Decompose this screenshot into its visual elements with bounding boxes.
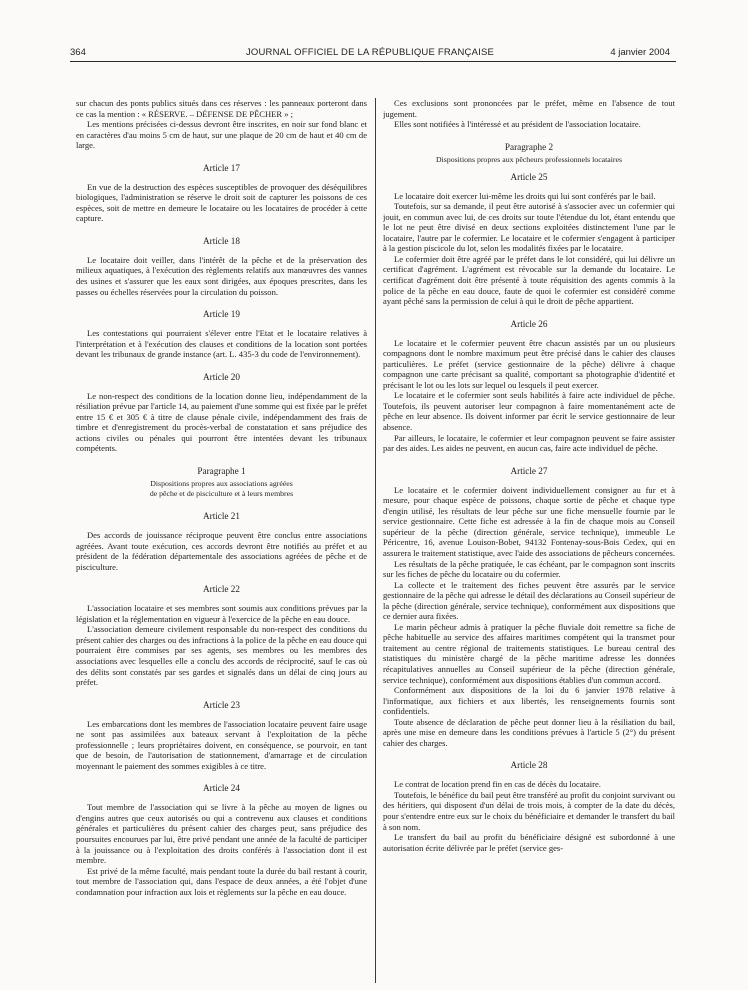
paragraph: L'association demeure civilement responsable du non-respect des conditions du présent cahier des charges ou des infractions à la police de la pêche en eau douce qui pourraient être commises par ses agents, ses membres ou les membres des associations avec lesquelles elle a conclu des accords de réciprocité, sauf le cas où des délits sont constatés par ses gardes et signalés dans un délai de cinq jours au préfet. [76,624,367,688]
paragraph: Le contrat de location prend fin en cas de décès du locataire. [394,779,601,790]
paragraph: Elles sont notifiées à l'intéressé et au président de l'association locataire. [394,119,641,130]
article-heading: Article 22 [203,584,240,595]
paragraph: Des accords de jouissance réciproque peuvent être conclus entre associations agréées. Avant toute exécution, ces accords devront être notifiés au préfet et au président de la fédération départementale des associations agréées de pêche et de pisciculture. [76,530,367,572]
paragraph: Toute absence de déclaration de pêche peut donner lieu à la résiliation du bail, après une mise en demeure dans les conditions prévues à l'article 5 (2°) du présent cahier des charges. [383,716,675,748]
paragraph: Les mentions précisées ci-dessus devront être inscrites, en noir sur fond blanc et en caractères d'au moins 5 cm de haut, sur une plaque de 20 cm de haut et 40 cm de large. [76,119,367,151]
paragraph-subtitle: Dispositions propres aux pêcheurs professionnels locataires [436,154,622,164]
paragraph-subtitle [76,479,367,499]
article-heading: Article 17 [203,162,240,173]
page-header [70,47,670,61]
subtitle-line: Dispositions propres aux associations agréées [150,479,293,489]
paragraph: Les embarcations dont les membres de l'association locataire peuvent faire usage ne sont pas assimilées aux bateaux servant à l'exploitation de la pêche professionnelle ; leurs propriétaires doivent, en conséquence, se pourvoir, en tant que de besoin, de l'autorisation de stationnement, d'amarrage et de circulation moyennant le paiement des sommes exigibles à ce titre. [76,718,367,771]
paragraph: L'association locataire et ses membres sont soumis aux conditions prévues par la législation et la réglementation en vigueur à l'exercice de la pêche en eau douce. [76,603,367,624]
paragraph: Toutefois, le bénéfice du bail peut être transféré au profit du conjoint survivant ou des héritiers, qui disposent d'un délai de trois mois, à compter de la date du décès, pour s'entendre entre eux sur le choix du bénéficiaire et demander le transfert du bail à son nom. [383,789,675,832]
paragraph: Par ailleurs, le locataire, le cofermier et leur compagnon peuvent se faire assister par des aides. Les aides ne peuvent, en aucun cas, faire acte individuel de pêche. [383,432,675,454]
column-separator [375,98,376,983]
paragraph: Les résultats de la pêche pratiquée, le cas échéant, par le compagnon sont inscrits sur les fiches de pêche du locataire ou du cofermier. [383,558,675,580]
paragraph: Le non-respect des conditions de la location donne lieu, indépendamment de la résiliation prévue par l'article 14, au paiement d'une somme qui est fixée par le préfet entre 15 € et 305 € à titre de clause pénale civile, indépendamment des frais de timbre et d'enregistrement du procès-verbal de constatation et sans préjudice des actions civiles ou pénales qui pourront être intentées devant les tribunaux compétents. [76,390,367,454]
paragraph: En vue de la destruction des espèces susceptibles de provoquer des déséquilibres biologiques, l'administration se réserve le droit soit de capturer les poissons de ces espèces, soit de mettre en demeure le locataire ou les locataires de procéder à cette capture. [76,181,367,224]
article-heading: Article 19 [203,309,240,320]
paragraph: Toutefois, sur sa demande, il peut être autorisé à s'associer avec un cofermier qui jouit, en commun avec lui, de ces droits sur toute l'étendue du lot, étant entendu que le lot ne peut être divisé en deux sections exploitées distinctement l'une par le locataire, l'autre par le cofermier. Le locataire et le cofermier s'engagent à participer à la gestion piscicole du lot, selon les modalités fixées par le locataire. [383,201,675,254]
article-heading: Article 20 [203,371,240,382]
article-heading: Article 23 [203,699,240,710]
header-rule [70,61,676,62]
paragraph: Le cofermier doit être agréé par le préfet dans le lot considéré, qui lui délivre un certificat d'agrément. L'agrément est révocable sur la demande du locataire. Le certificat d'agrément doit être présenté à toute réquisition des agents commis à la police de la pêche en eau douce, faute de quoi le cofermier est considéré comme ayant pêché sans la permission de celui à qui le droit de pêche appartient. [383,253,675,307]
paragraph: Conformément aux dispositions de la loi du 6 janvier 1978 relative à l'informatique, aux fichiers et aux libertés, les renseignements fournis sont confidentiels. [383,685,675,717]
paragraph: Le locataire doit exercer lui-même les droits qui lui sont conférés par le bail. [394,190,656,201]
paragraph: Est privé de la même faculté, mais pendant toute la durée du bail restant à courir, tout membre de l'association qui, dans l'espace de deux années, a été l'objet d'une condamnation pour infraction aux lois et règlements sur la pêche en eau douce. [76,865,367,897]
article-heading: Article 25 [510,171,548,182]
subtitle-line: de pêche et de pisciculture et à leurs membres [149,489,294,499]
article-heading: Article 27 [510,465,548,476]
paragraph: La collecte et le traitement des fiches peuvent être assurés par le service gestionnaire de la pêche qui adresse le détail des déclarations au Conseil supérieur de la pêche (direction générale, service technique), conformément aux dispositions que ce dernier aura fixées. [383,579,675,622]
paragraph: Tout membre de l'association qui se livre à la pêche au moyen de lignes ou d'engins autres que ceux autorisés ou qui a contrevenu aux clauses et conditions générales et particulières du présent cahier des charges peut, sans préjudice des poursuites encourues par lui, être privé pendant une année de la faculté de participer à la jouissance ou à l'exploitation des droits conférés à l'association dont il est membre. [76,802,367,866]
article-heading: Article 28 [510,760,548,771]
article-heading: Article 21 [203,511,240,522]
paragraph: sur chacun des ponts publics situés dans ces réserves : les panneaux porteront dans ce cas la mention : « RÉSERVE. – DÉFENSE DE PÊCHER » ; [76,98,367,119]
paragraph: Les contestations qui pourraient s'élever entre l'Etat et le locataire relatives à l'interprétation et à l'exécution des clauses et conditions de la location sont portées devant les tribunaux de grande instance (art. L. 435-3 du code de l'environnement). [76,328,367,360]
page-number: 364 [70,47,86,58]
left-column [76,98,367,983]
paragraph: Ces exclusions sont prononcées par le préfet, même en l'absence de tout jugement. [383,98,675,119]
paragraph-heading: Paragraphe 2 [504,141,554,152]
issue-date: 4 janvier 2004 [610,47,670,58]
paragraph: Le locataire et le cofermier sont seuls habilités à faire acte individuel de pêche. Toutefois, ils peuvent autoriser leur compagnon à faire momentanément acte de pêche en leur absence. Ils doivent informer par écrit le service gestionnaire de leur absence. [383,390,675,433]
article-heading: Article 26 [510,318,548,329]
right-column [383,98,675,983]
journal-title: JOURNAL OFFICIEL DE LA RÉPUBLIQUE FRANÇAISE [245,47,495,58]
paragraph: Le locataire et le cofermier doivent individuellement consigner au fur et à mesure, pour chaque espèce de poissons, chaque sortie de pêche et chaque type d'engin utilisé, les résultats de leur pêche sur une fiche mensuelle fournie par le service gestionnaire. Cette fiche est adressée à la fin de chaque mois au Conseil supérieur de la pêche (direction générale, service technique), immeuble Le Péricentre, 16, avenue Louison-Bobet, 94132 Fontenay-sous-Bois Cedex, qui en assurera le traitement statistique, avec l'aide des associations de pêcheurs concernées. [383,484,675,558]
paragraph: Le locataire doit veiller, dans l'intérêt de la pêche et de la préservation des milieux aquatiques, à l'exécution des règlements relatifs aux manœuvres des vannes des usines et s'assurer que les eaux sont dirigées, aux époques prescrites, dans les passes ou échelles réservées pour la circulation du poisson. [76,254,367,297]
paragraph: Le transfert du bail au profit du bénéficiaire désigné est subordonné à une autorisation écrite délivrée par le préfet (service ges- [383,832,675,853]
paragraph: Le marin pêcheur admis à pratiquer la pêche fluviale doit remettre sa fiche de pêche habituelle au service des affaires maritimes compétent qui la transmet pour traitement au centre régional de traitements statistiques. Le bureau central des statistiques du ministère chargé de la pêche maritime adresse les données récapitulatives annuelles au Conseil supérieur de la pêche (direction générale, service technique), conformément aux dispositions établies d'un commun accord. [383,621,675,685]
paragraph-heading: Paragraphe 1 [197,466,246,477]
paragraph: Le locataire et le cofermier peuvent être chacun assistés par un ou plusieurs compagnons dont le nombre maximum peut être précisé dans le cahier des clauses particulières. Le préfet (service gestionnaire de la pêche) délivre à chaque compagnon une carte précisant sa qualité, comportant sa photographie d'identité et précisant le lot ou les lots sur lequel ou lesquels il peut exercer. [383,337,675,390]
article-heading: Article 24 [203,783,240,794]
article-heading: Article 18 [203,235,240,246]
